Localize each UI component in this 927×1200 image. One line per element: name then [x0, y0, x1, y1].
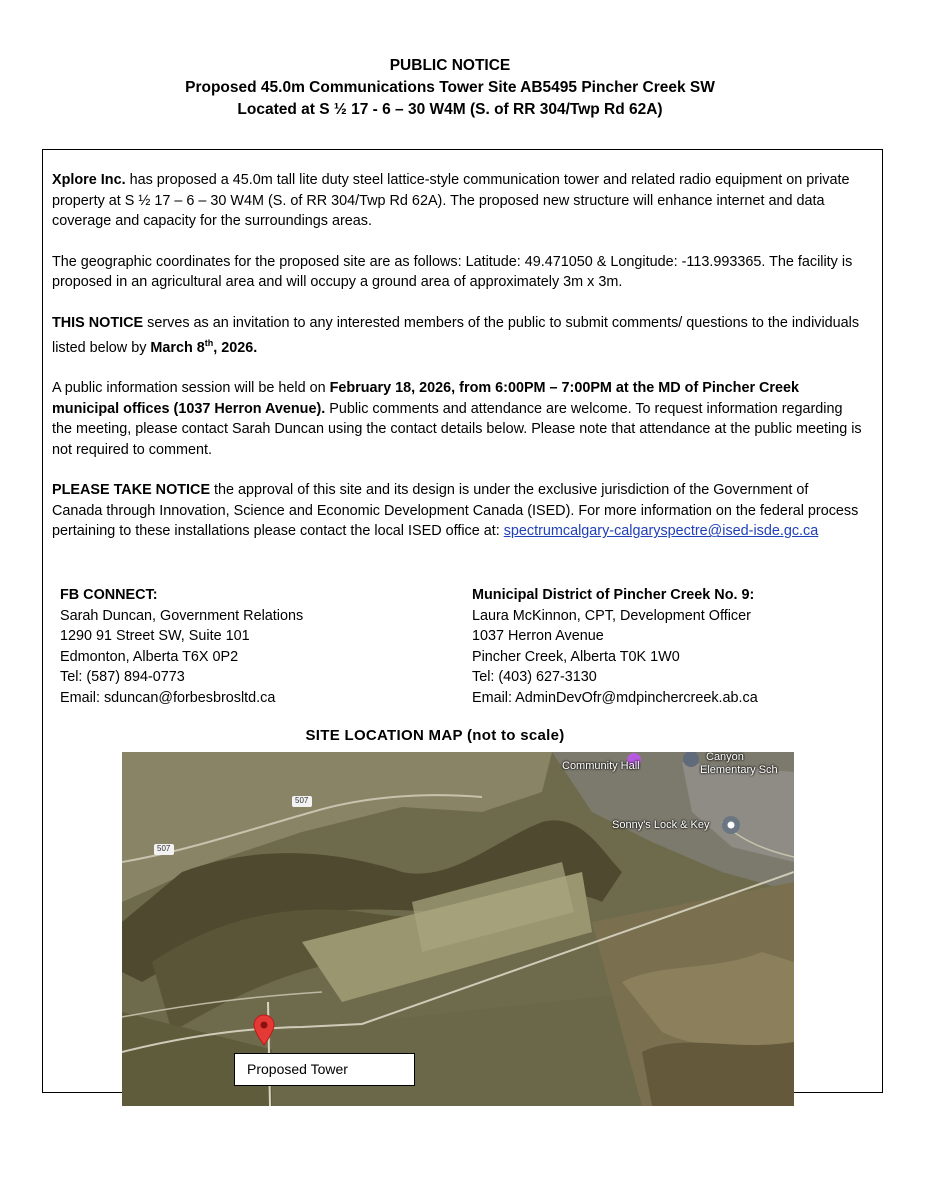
contact-email[interactable]: Email: AdminDevOfr@mdpinchercreek.ab.ca: [472, 689, 758, 706]
contact-heading: FB CONNECT:: [60, 587, 158, 603]
map-title: SITE LOCATION MAP (not to scale): [305, 727, 565, 744]
invitation-text: serves as an invitation to any interested members of the public to submit comments/ questions to the individuals listed below by: [52, 314, 860, 356]
contact-city: Edmonton, Alberta T6X 0P2: [60, 648, 239, 665]
deadline-year: , 2026.: [213, 339, 258, 356]
session-intro: A public information session will be held on: [52, 380, 330, 397]
notice-title: PUBLIC NOTICE: [389, 57, 511, 74]
paragraph-invitation: [52, 313, 862, 359]
site-location-map: [122, 752, 794, 1106]
contact-email[interactable]: Email: sduncan@forbesbrosltd.ca: [60, 689, 276, 706]
notice-label: THIS NOTICE: [52, 314, 144, 331]
road-507-shield-upper: 507: [295, 796, 309, 805]
label-elementary-school: Elementary Sch: [700, 764, 778, 776]
notice-body: [52, 170, 862, 562]
session-details: February 18, 2026, from 6:00PM – 7:00PM at the MD of Pincher Creek municipal offices (1037 Herron Avenue).: [52, 380, 800, 417]
contact-address: 1290 91 Street SW, Suite 101: [60, 628, 250, 644]
take-notice-label: PLEASE TAKE NOTICE: [52, 482, 211, 499]
paragraph-session: [52, 378, 862, 460]
paragraph-coordinates: [52, 252, 862, 293]
notice-header: [0, 55, 900, 121]
map-pin-icon: [253, 1014, 275, 1046]
deadline-date: March 8: [150, 339, 205, 356]
session-text: Public comments and attendance are welcome. To request information regarding the meeting, please contact Sarah Duncan using the contact details below. Please note that attendance at the public meeting is not required to comment.: [52, 400, 862, 458]
label-canyon: Canyon: [706, 752, 744, 763]
satellite-imagery: [122, 752, 794, 1106]
contact-phone: Tel: (587) 894-0773: [60, 669, 185, 685]
paragraph-jurisdiction: [52, 480, 862, 542]
label-community-hall: Community Hall: [562, 760, 640, 772]
contact-address: 1037 Herron Avenue: [472, 628, 604, 644]
contact-name: Sarah Duncan, Government Relations: [60, 607, 304, 624]
contact-heading: Municipal District of Pincher Creek No. 9:: [472, 587, 755, 603]
notice-location: Located at S ½ 17 - 6 – 30 W4M (S. of RR 304/Twp Rd 62A): [237, 101, 663, 118]
road-507-shield-lower: 507: [157, 844, 171, 853]
contact-fb-connect: [60, 585, 303, 708]
notice-subtitle: Proposed 45.0m Communications Tower Site AB5495 Pincher Creek SW: [185, 79, 715, 96]
contact-city: Pincher Creek, Alberta T0K 1W0: [472, 648, 680, 665]
contact-phone: Tel: (403) 627-3130: [472, 669, 597, 685]
contact-name: Laura McKinnon, CPT, Development Officer: [472, 607, 751, 624]
contact-md-pincher-creek: [472, 585, 758, 708]
jurisdiction-text: the approval of this site and its design is under the exclusive jurisdiction of the Government of Canada through Innovation, Science and Economic Development Canada (ISED). For more information on the federal process pertaining to these installations please contact the local ISED office at:: [52, 482, 859, 540]
proposal-text: has proposed a 45.0m tall lite duty steel lattice-style communication tower and related radio equipment on private property at S ½ 17 – 6 – 30 W4M (S. of RR 304/Twp Rd 62A). The proposed new structure will enhance internet and data coverage and capacity for the surroundings areas.: [52, 172, 850, 229]
proposed-tower-label: Proposed Tower: [234, 1053, 415, 1086]
ised-email-link[interactable]: spectrumcalgary-calgaryspectre@ised-isde.gc.ca: [503, 523, 819, 540]
paragraph-proposal: [52, 170, 862, 232]
label-sonnys-lock-key: Sonny's Lock & Key: [612, 819, 710, 831]
company-name: Xplore Inc.: [52, 172, 126, 188]
deadline-suffix: th: [204, 338, 214, 348]
coordinates-text: The geographic coordinates for the proposed site are as follows: Latitude: 49.471050 & Longitude: -113.993365. The facility is proposed in an agricultural area and will occupy a ground area of approximately 3m x 3m.: [52, 253, 853, 290]
